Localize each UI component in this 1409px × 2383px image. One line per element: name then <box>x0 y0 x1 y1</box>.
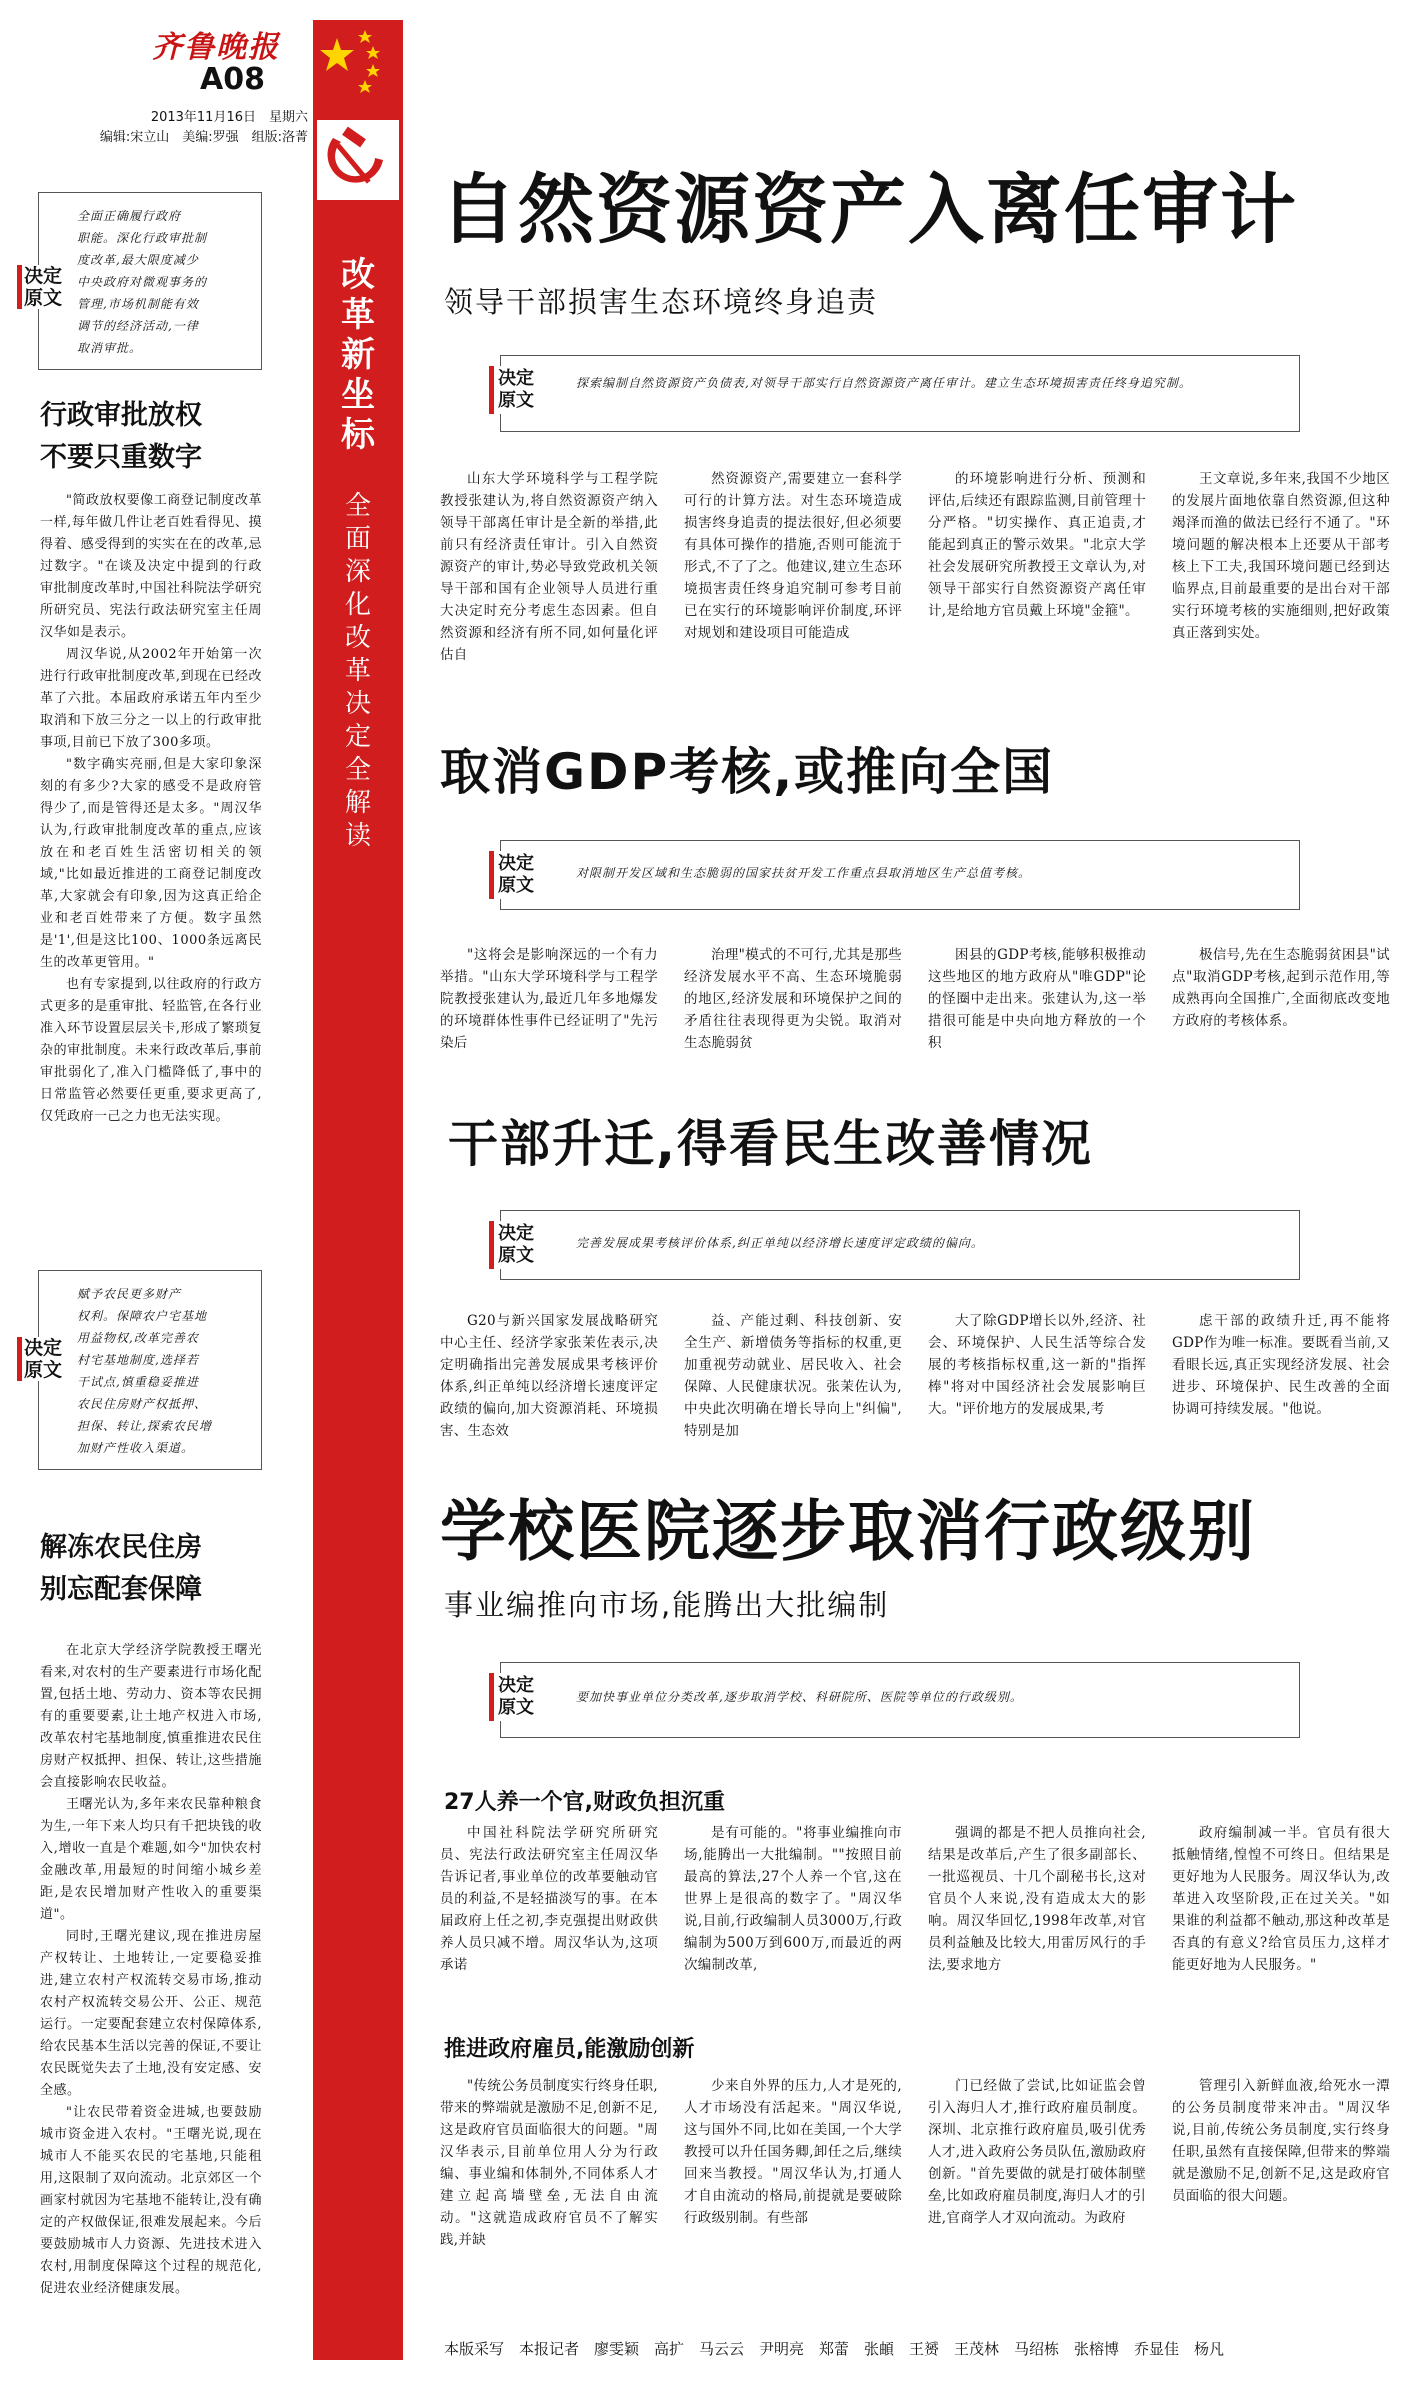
decision-box-1 <box>500 355 1300 432</box>
s3-column-2: 益、产能过剩、科技创新、安全生产、新增债务等指标的权重,更加重视劳动就业、居民收入、社会保障、人民健康状况。张茉佐认为,中央此次明确在增长导向上"纠偏",特别是加 <box>684 1313 902 1439</box>
s4a-column-3: 强调的都是不把人员推向社会,结果是改革后,产生了很多副部长、一批巡视员、十几个副秘书长,这对官员个人来说,没有造成太大的影响。周汉华回忆,1998年改革,对官员利益触及比较大,用雷厉风行的手法,要求地方 <box>928 1825 1146 1973</box>
s4b-column-4: 管理引入新鲜血液,给死水一潭的公务员制度带来冲击。"周汉华说,目前,传统公务员制度,实行终身任职,虽然有直接保障,但带来的弊端就是激励不足,创新不足,这是政府官员面临的很大问题。 <box>1172 2078 1390 2204</box>
decision-tag: 决定 原文 <box>489 366 545 414</box>
s4b-column-3: 门已经做了尝试,比如证监会曾引入海归人才,推行政府雇员制度。深圳、北京推行政府雇员,吸引优秀人才,进入政府公务员队伍,激励政府创新。"首先要做的就是打破体制壁垒,比如政府雇员制度,海归人才的引进,官商学人才双向流动。为政府 <box>928 2078 1146 2226</box>
s2-column-4: 极信号,先在生态脆弱贫困县"试点"取消GDP考核,起到示范作用,等成熟再向全国推广,全面彻底改变地方政府的考核体系。 <box>1172 947 1390 1029</box>
staff-line: 编辑:宋立山 美编:罗强 组版:洛菁 <box>99 130 308 145</box>
decision-box-2 <box>500 840 1300 910</box>
banner-title: 改 革 新 坐 标 <box>341 255 375 455</box>
decision-text: 完善发展成果考核评价体系,纠正单纯以经济增长速度评定政绩的偏向。 <box>576 1236 984 1250</box>
s1-column-1: 山东大学环境科学与工程学院教授张建认为,将自然资源资产纳入领导干部离任审计是全新的举措,此前只有经济责任审计。引入自然资源资产的审计,势必导致党政机关领导干部和国有企业领导人员进行重大决定时充分考虑生态因素。但自然资源和经济有所不同,如何量化评估自 <box>440 471 658 663</box>
s3-column-4: 虑干部的政绩升迁,再不能将GDP作为唯一标准。要既看当前,又看眼长远,真正实现经济发展、社会进步、环境保护、民生改善的全面协调可持续发展。"他说。 <box>1172 1313 1390 1417</box>
headline-4: 学校医院逐步取消行政级别 <box>440 1493 1256 1570</box>
decision-text: 全面正确履行政府 职能。深化行政审批制 度改革,最大限度减少 中央政府对微观事务的 管理,市场机制能有效 调节的经济活动,一律 取消审批。 <box>77 209 208 355</box>
s2-column-3: 困县的GDP考核,能够积极推动这些地区的地方政府从"唯GDP"论的怪圈中走出来。张建认为,这一举措很可能是中央向地方释放的一个积 <box>928 947 1146 1051</box>
subheadline-4: 事业编推向市场,能腾出大批编制 <box>444 1588 890 1622</box>
decision-tag: 决定 原文 <box>489 1221 545 1269</box>
newspaper-logo: 齐鲁晚报 <box>152 30 280 65</box>
headline-2: 取消GDP考核,或推向全国 <box>440 743 1055 801</box>
subheadline-1: 领导干部损害生态环境终身追责 <box>444 285 879 319</box>
banner-subtitle: 全 面 深 化 改 革 决 定 全 解 读 <box>344 491 371 851</box>
decision-box-4 <box>500 1662 1300 1738</box>
decision-text: 赋予农民更多财产 权利。保障农户宅基地 用益物权,改革完善农 村宅基地制度,选择若 干试点,慎重稳妥推进 农民住房财产权抵押、 担保、转让,探索农民增 加财产性收入渠道。 <box>77 1287 212 1455</box>
decision-tag: 决定 原文 <box>489 851 545 899</box>
left-headline-2: 解冻农民住房 别忘配套保障 <box>40 1532 202 1605</box>
byline-credits: 本版采写 本报记者 廖雯颖 高扩 马云云 尹明亮 郑蕾 张頔 王赟 王茂林 马绍栋 张榕博 乔显佳 杨凡 <box>444 2340 1225 2358</box>
page-number: A08 <box>200 62 265 97</box>
decision-tag: 决定 原文 <box>17 1337 67 1381</box>
decision-box-left-1 <box>24 192 262 370</box>
s2-column-1: "这将会是影响深远的一个有力举措。"山东大学环境科学与工程学院教授张建认为,最近几年多地爆发的环境群体性事件已经证明了"先污染后 <box>440 947 658 1051</box>
subsection-head-2: 推进政府雇员,能激励创新 <box>444 2037 695 2062</box>
decision-text: 要加快事业单位分类改革,逐步取消学校、科研院所、医院等单位的行政级别。 <box>576 1690 1023 1704</box>
s4a-column-4: 政府编制减一半。官员有很大抵触情绪,惶惶不可终日。但结果是更好地为人民服务。周汉华认为,改革进入攻坚阶段,正在过关关。"如果谁的利益都不触动,那这种改革是否真的有意义?给官员压力,这样才能更好地为人民服务。" <box>1172 1825 1390 1973</box>
decision-text: 对限制开发区域和生态脆弱的国家扶贫开发工作重点县取消地区生产总值考核。 <box>576 866 1032 880</box>
s2-column-2: 治理"模式的不可行,尤其是那些经济发展水平不高、生态环境脆弱的地区,经济发展和环境保护之间的矛盾往往表现得更为尖锐。取消对生态脆弱贫 <box>684 947 902 1051</box>
s4a-column-2: 是有可能的。"将事业编推向市场,能腾出一大批编制。""按照目前最高的算法,27个人养一个官,这在世界上是很高的数字了。"周汉华说,目前,行政编制人员3000万,行政编制为500万到600万,而最近的两次编制改革, <box>684 1825 902 1973</box>
decision-text: 探索编制自然资源资产负债表,对领导干部实行自然资源资产离任审计。建立生态环境损害责任终身追究制。 <box>576 376 1192 390</box>
s1-column-4: 王文章说,多年来,我国不少地区的发展片面地依靠自然资源,但这种竭泽而渔的做法已经行不通了。"环境问题的解决根本上还要从干部考核上下工夫,我国环境问题已经到达临界点,目前最重要的是出台对干部实行环境考核的实施细则,把好政策真正落到实处。 <box>1172 471 1390 641</box>
s4a-column-1: 中国社科院法学研究所研究员、宪法行政法研究室主任周汉华告诉记者,事业单位的改革要触动官员的利益,不是轻描淡写的事。在本届政府上任之初,李克强提出财政供养人员只减不增。周汉华认为,这项承诺 <box>440 1825 658 1973</box>
left-headline-1: 行政审批放权 不要只重数字 <box>40 400 202 473</box>
date-line: 2013年11月16日 星期六 <box>150 110 308 125</box>
s3-column-3: 大了除GDP增长以外,经济、社会、环境保护、人民生活等综合发展的考核指标权重,这一新的"指挥棒"将对中国经济社会发展影响巨大。"评价地方的发展成果,考 <box>928 1313 1146 1417</box>
s1-column-2: 然资源资产,需要建立一套科学可行的计算方法。对生态环境造成损害终身追责的提法很好,但必须要有具体可操作的措施,否则可能流于形式,不了了之。他建议,建立生态环境损害责任终身追究制可参考目前已在实行的环境影响评价制度,环评对规划和建设项目可能造成 <box>684 471 902 641</box>
s4b-column-2: 少来自外界的压力,人才是死的,人才市场没有活起来。"周汉华说,这与国外不同,比如在美国,一个大学教授可以升任国务卿,卸任之后,继续回来当教授。"周汉华认为,打通人才自由流动的格局,前提就是要破除行政级别制。有些部 <box>684 2078 902 2226</box>
decision-tag: 决定 原文 <box>17 265 67 309</box>
s3-column-1: G20与新兴国家发展战略研究中心主任、经济学家张茉佐表示,决定明确指出完善发展成果考核评价体系,纠正单纯以经济增长速度评定政绩的偏向,加大资源消耗、环境损害、生态效 <box>440 1313 658 1439</box>
headline-3: 干部升迁,得看民生改善情况 <box>448 1115 1093 1173</box>
left-article-2-body: 在北京大学经济学院教授王曙光看来,对农村的生产要素进行市场化配置,包括土地、劳动力、资本等农民拥有的重要要素,让土地产权进入市场,改革农村宅基地制度,慎重推进农民住房财产权抵押、担保、转让,这些措施会直接影响农民收益。 王曙光认为,多年来农民靠种粮食为生,一年下来人均只有千把块钱的收入,增收一直是个难题,如今"加快农村金融改革,用最短的时间缩小城乡差距,是农民增加财产性收入的重要渠道"。 同时,王曙光建议,现在推进房屋产权转让、土地转让,一定要稳妥推进,建立农村产权流转交易市场,推动农村产权流转交易公开、公正、规范运行。一定要配套建立农村保障体系,给农民基本生活以完善的保证,不要让农民既觉失去了土地,没有安定感、安全感。 "让农民带着资金进城,也要鼓励城市资金进入农村。"王曙光说,现在城市人不能买农民的宅基地,只能租用,这限制了双向流动。北京郊区一个画家村就因为宅基地不能转让,没有确定的产权做保证,很难发展起来。今后要鼓励城市人力资源、先进技术进入农村,用制度保障这个过程的规范化,促进农业经济健康发展。 <box>40 1643 262 2296</box>
s4b-column-1: "传统公务员制度实行终身任职,带来的弊端就是激励不足,创新不足,这是政府官员面临很大的问题。"周汉华表示,目前单位用人分为行政编、事业编和体制外,不同体系人才建立起高墙壁垒,无法自由流动。"这就造成政府官员不了解实践,并缺 <box>440 2078 658 2248</box>
headline-1: 自然资源资产入离任审计 <box>440 165 1298 254</box>
s1-column-3: 的环境影响进行分析、预测和评估,后续还有跟踪监测,目前管理十分严格。"切实操作、真正追责,才能起到真正的警示效果。"北京大学社会发展研究所教授王文章认为,对领导干部实行自然资源资产离任审计,是给地方官员戴上环境"金箍"。 <box>928 471 1146 619</box>
decision-box-left-2 <box>24 1270 262 1470</box>
left-article-1-body: "简政放权要像工商登记制度改革一样,每年做几件让老百姓看得见、摸得着、感受得到的实实在在的改革,忌过数字。"在谈及决定中提到的行政审批制度改革时,中国社科院法学研究所研究员、宪法行政法研究室主任周汉华如是表示。 周汉华说,从2002年开始第一次进行行政审批制度改革,到现在已经改革了六批。本届政府承诺五年内至少取消和下放三分之一以上的行政审批事项,目前已下放了300多项。 "数字确实亮丽,但是大家印象深刻的有多少?大家的感受不是政府管得少了,而是管得还是太多。"周汉华认为,行政审批制度改革的重点,应该放在和老百姓生活密切相关的领域,"比如最近推进的工商登记制度改革,大家就会有印象,因为这真正给企业和老百姓带来了方便。数字虽然是'1',但是这比100、1000条远离民生的改革更管用。" 也有专家提到,以往政府的行政方式更多的是重审批、轻监管,在各行业准入环节设置层层关卡,形成了繁琐复杂的审批制度。未来行政改革后,事前审批弱化了,准入门槛降低了,事中的日常监管必然要任更重,要求更高了,仅凭政府一己之力也无法实现。 <box>40 493 262 1124</box>
subsection-head-1: 27人养一个官,财政负担沉重 <box>444 1790 725 1815</box>
section-banner <box>313 20 403 2360</box>
decision-tag: 决定 原文 <box>489 1673 545 1721</box>
decision-box-3 <box>500 1210 1300 1280</box>
